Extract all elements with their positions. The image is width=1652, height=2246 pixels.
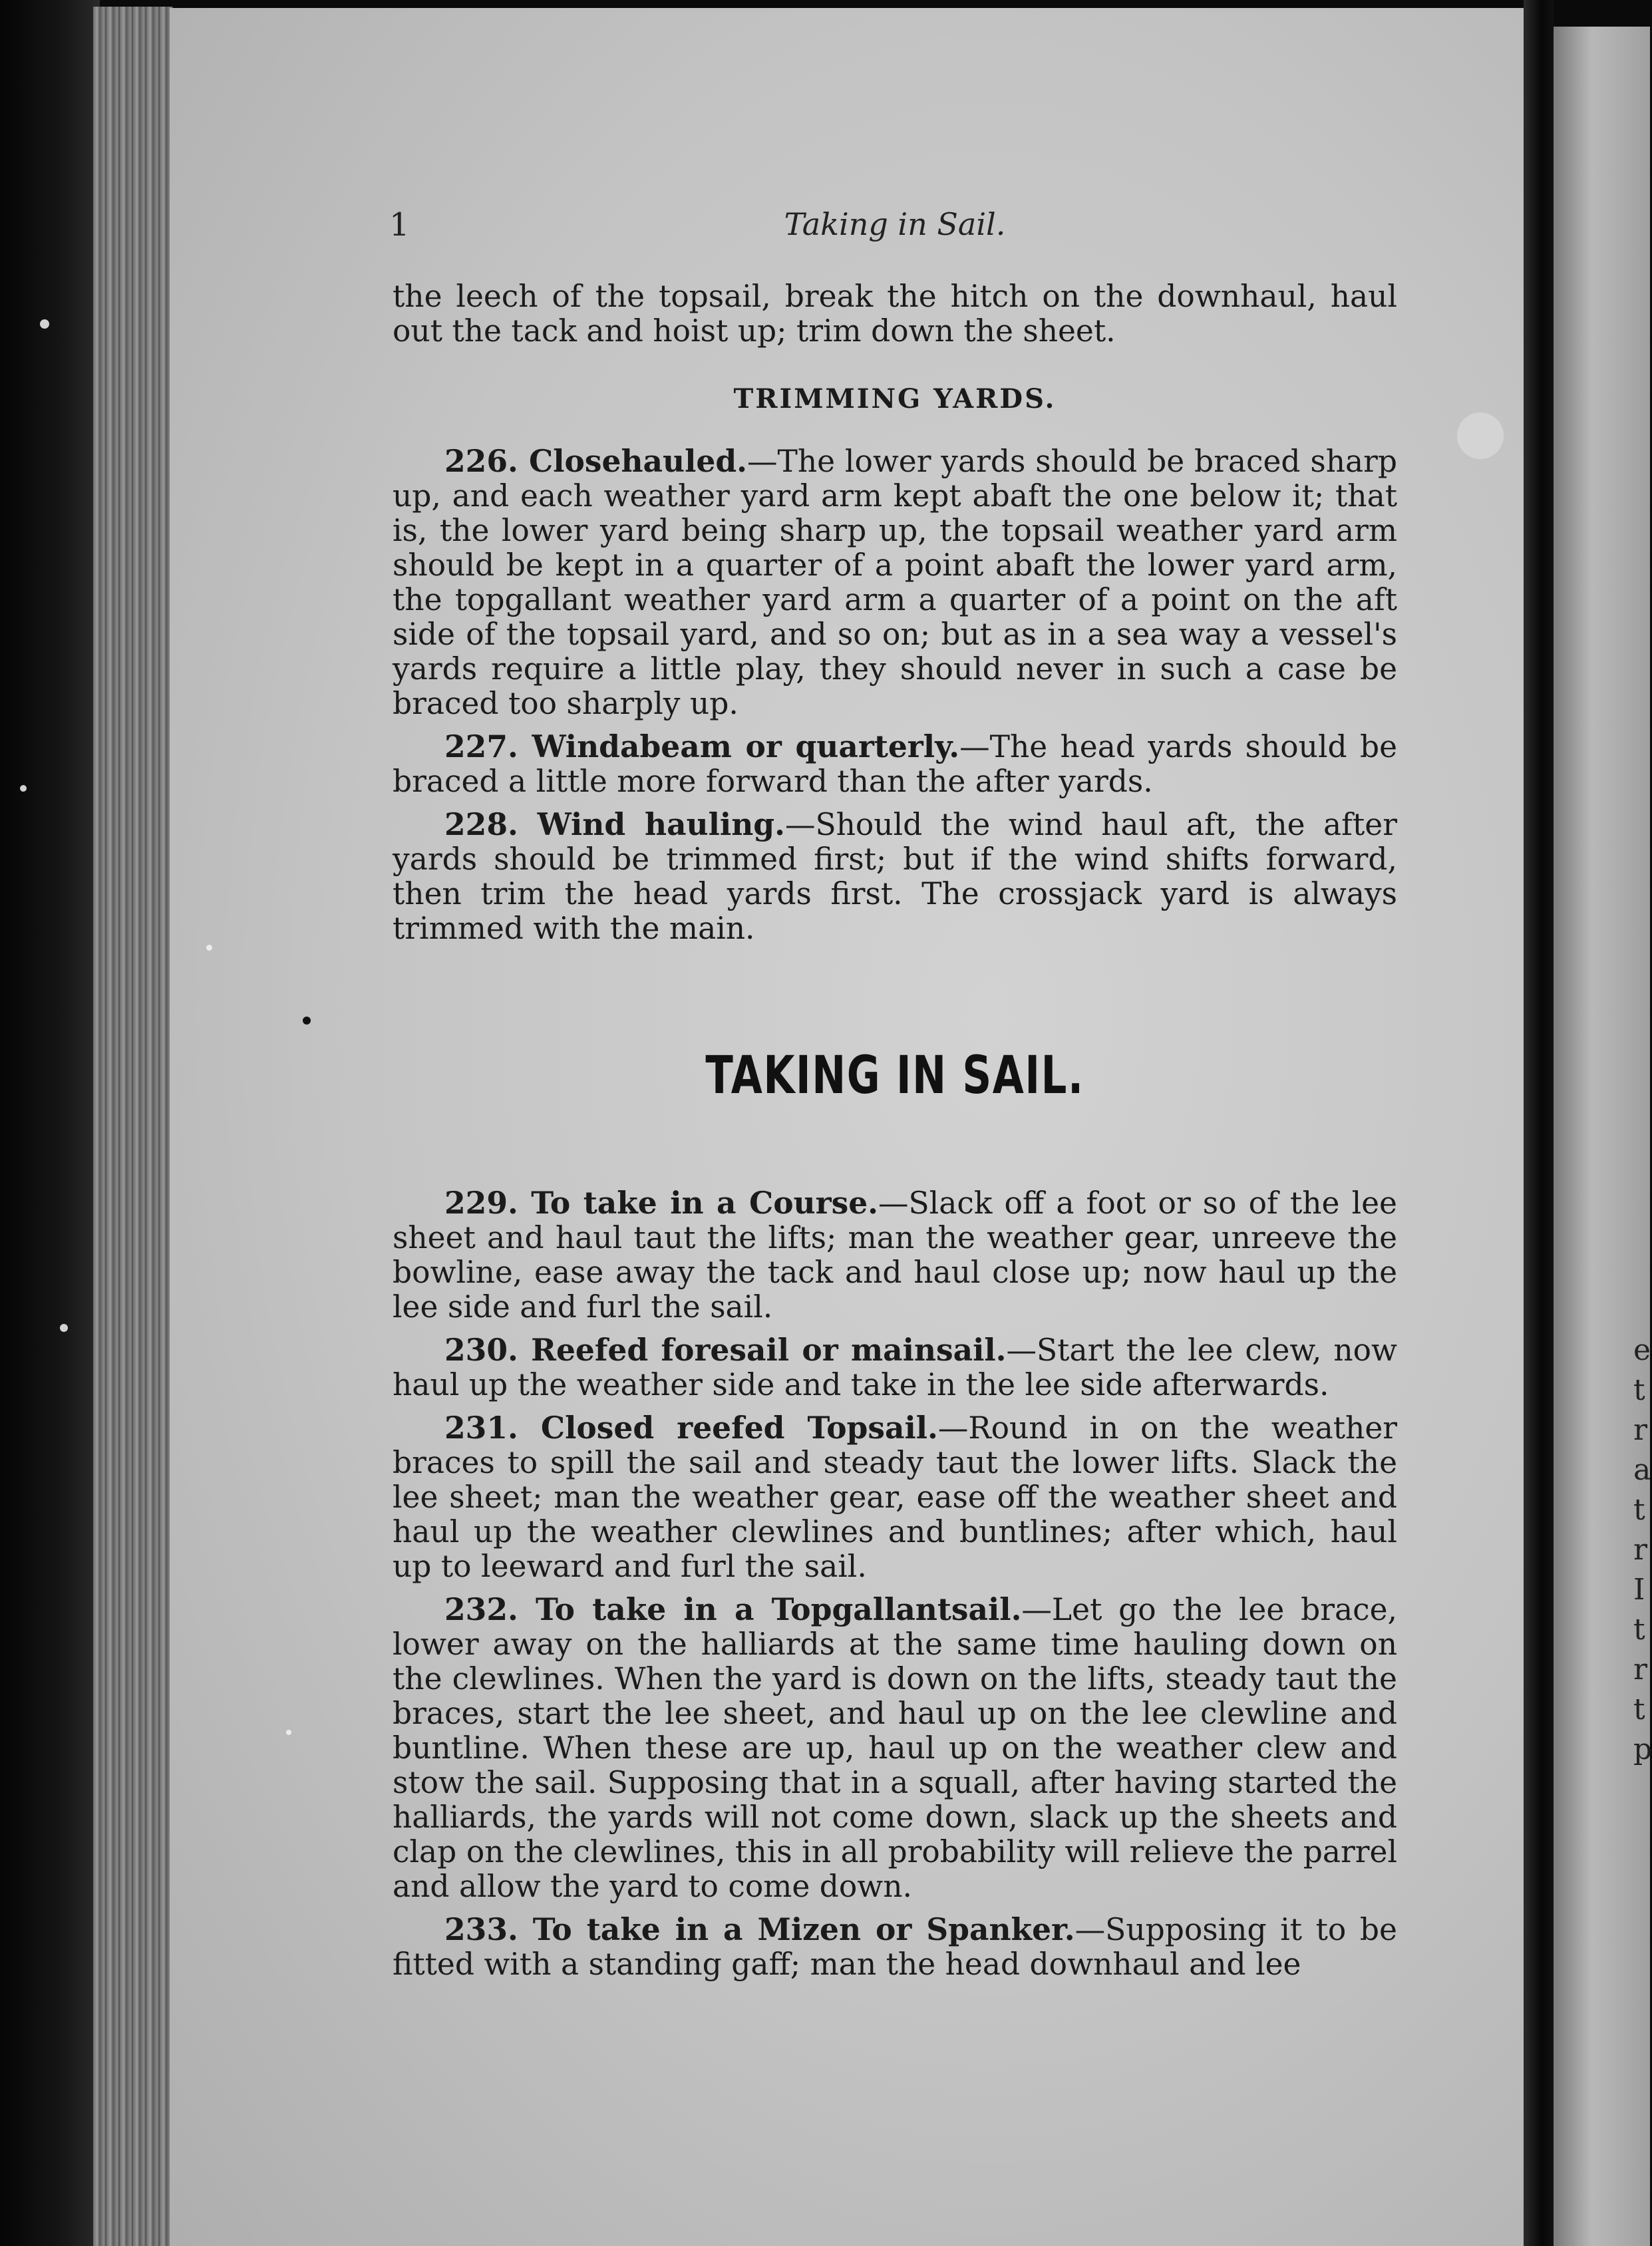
paragraph-230: [393, 1333, 1397, 1402]
facing-page: [1554, 27, 1650, 2246]
paragraph-lead: 230. Reefed foresail or mainsail.: [444, 1332, 1007, 1368]
ink-dot: [303, 1017, 311, 1025]
paragraph-233: [393, 1912, 1397, 1982]
paragraph-lead: 233. To take in a Mizen or Spanker.: [444, 1911, 1075, 1947]
facing-page-letters: [1633, 1331, 1650, 1770]
paragraph-228: [393, 807, 1397, 946]
page-number: 1: [389, 206, 410, 243]
paragraph-body: —Supposing it to be fitted with a standing gaff; man the head downhaul and lee: [393, 1912, 1397, 1982]
facing-letter: t: [1633, 1613, 1645, 1647]
scan-speck: [40, 319, 49, 329]
paragraph-body: —Round in on the weather braces to spill the sail and steady taut the lower lifts. Slack the lee sheet; man the weather gear, ease off the weather sheet and haul up the weather clewlines and buntlines; after which, haul up to leeward and furl the sail.: [393, 1410, 1398, 1584]
scan-speck: [286, 1730, 291, 1735]
chapter-heading-taking-in-sail: TAKING IN SAIL.: [705, 1046, 1084, 1106]
running-head: [389, 206, 1401, 253]
scan-border-left: [0, 0, 100, 2246]
paragraph-body: —Start the lee clew, now haul up the weather side and take in the lee side afterwards.: [393, 1333, 1397, 1402]
book-page-edges: [93, 7, 173, 2246]
scan-speck: [206, 945, 212, 951]
facing-letter: t: [1633, 1493, 1645, 1527]
paragraph-body: —Let go the lee brace, lower away on the halliards at the same time hauling down on the clewlines. When the yard is down on the lifts, steady taut the braces, start the lee sheet, and haul up on the lee clewline and buntline. When these are up, haul up on the weather clew and stow the sail. Supposing that in a squall, after having started the halliards, the yards will not come down, slack up the sheets and clap on the clewlines, this in all probability will relieve the parrel and allow the yard to come down.: [393, 1592, 1397, 1904]
paragraph-lead: 227. Windabeam or quarterly.: [444, 728, 960, 764]
facing-letter: t: [1633, 1692, 1645, 1726]
paragraph-body: —Should the wind haul aft, the after yards should be trimmed first; but if the wind shifts forward, then trim the head yards first. The crossjack yard is always trimmed with the main.: [393, 807, 1397, 946]
paragraph-226: [393, 444, 1397, 721]
facing-letter: r: [1633, 1653, 1648, 1686]
facing-letter: a: [1633, 1453, 1651, 1487]
facing-letter: I: [1633, 1573, 1645, 1607]
paragraph-body: —The head yards should be braced a little more forward than the after yards.: [393, 729, 1397, 799]
paragraph-232: [393, 1592, 1397, 1904]
section-heading-trimming-yards: TRIMMING YARDS.: [733, 383, 1057, 414]
scan-speck: [60, 1324, 68, 1332]
paragraph-lead: 228. Wind hauling.: [444, 806, 785, 842]
continuation-paragraph: the leech of the topsail, break the hitch on the downhaul, haul out the tack and hoist up; trim down the sheet.: [393, 279, 1397, 349]
facing-letter: r: [1633, 1413, 1648, 1447]
paragraph-229: [393, 1186, 1397, 1325]
running-title: Taking in Sail.: [784, 206, 1006, 242]
paragraph-body: —Slack off a foot or so of the lee sheet and haul taut the lifts; man the weather gear, unreeve the bowline, ease away the tack and haul close up; now haul up the lee side and furl the sail.: [393, 1186, 1397, 1325]
paragraph-lead: 232. To take in a Topgallantsail.: [444, 1591, 1022, 1627]
page-text: [393, 279, 1397, 1982]
facing-letter: e: [1633, 1333, 1651, 1367]
scan-speck: [20, 785, 27, 792]
facing-letter: r: [1633, 1533, 1648, 1567]
paragraph-lead: 231. Closed reefed Topsail.: [444, 1410, 938, 1446]
paragraph-body: —The lower yards should be braced sharp up, and each weather yard arm kept abaft the one below it; that is, the lower yard being sharp up, the topsail weather yard arm should be kept in a quarter of a point abaft the lower yard arm, the topgallant weather yard arm a quarter of a point on the aft side of the topsail yard, and so on; but as in a sea way a vessel's yards require a little play, they should never in such a case be braced too sharply up.: [393, 444, 1397, 721]
facing-letter: t: [1633, 1373, 1645, 1407]
scan-speck: [1457, 412, 1504, 459]
paragraph-227: [393, 729, 1397, 799]
facing-letter: p: [1633, 1732, 1652, 1766]
paragraph-lead: 229. To take in a Course.: [444, 1185, 879, 1221]
paragraph-231: [393, 1410, 1397, 1584]
book-gutter: [1524, 0, 1554, 2246]
paragraph-lead: 226. Closehauled.: [444, 443, 747, 479]
